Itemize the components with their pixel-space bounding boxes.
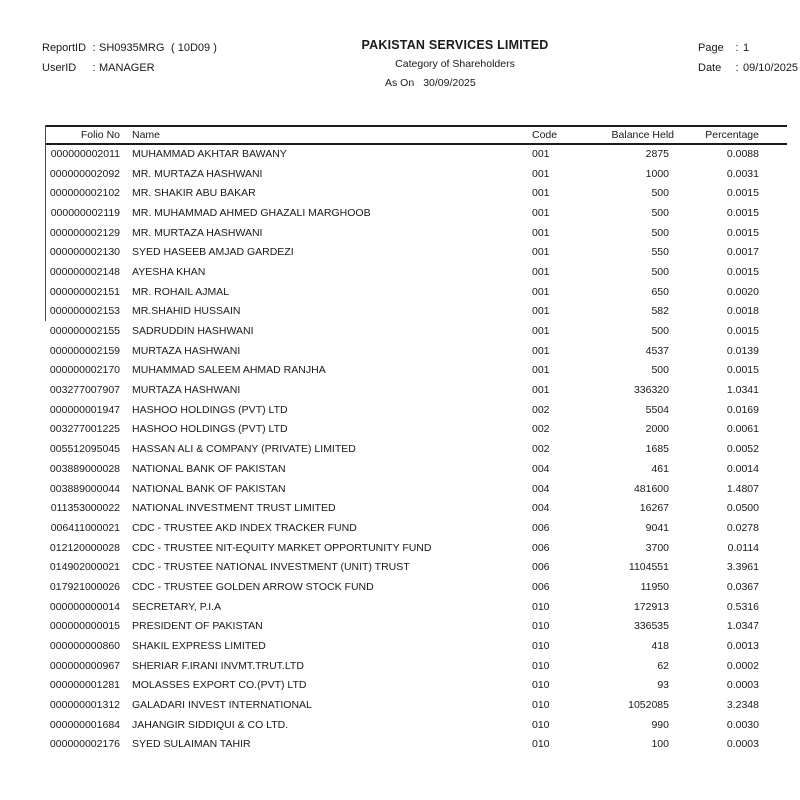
cell-balance-held: 93 xyxy=(657,679,669,692)
cell-name: MUHAMMAD AKHTAR BAWANY xyxy=(132,148,287,161)
date-label: Date xyxy=(698,62,722,74)
cell-balance-held: 16267 xyxy=(639,502,669,515)
cell-code: 006 xyxy=(532,580,550,593)
cell-code: 002 xyxy=(532,443,550,456)
cell-folio-no: 000000002155 xyxy=(49,325,120,338)
cell-code: 002 xyxy=(532,423,550,436)
cell-folio-no: 000000001312 xyxy=(49,699,120,712)
cell-folio-no: 000000001947 xyxy=(49,403,120,416)
cell-name: MR. ROHAIL AJMAL xyxy=(132,285,230,298)
cell-percentage: 1.4807 xyxy=(726,482,759,495)
table-row xyxy=(45,341,787,361)
page-colon: : xyxy=(735,42,739,54)
cell-balance-held: 5504 xyxy=(645,403,669,416)
cell-balance-held: 418 xyxy=(651,640,669,653)
date-value: 09/10/2025 xyxy=(743,62,799,74)
cell-name: SADRUDDIN HASHWANI xyxy=(132,325,254,338)
cell-percentage: 0.0030 xyxy=(726,718,759,731)
cell-balance-held: 11950 xyxy=(640,580,669,593)
cell-code: 004 xyxy=(532,502,550,515)
cell-folio-no: 000000002170 xyxy=(49,364,120,377)
cell-code: 010 xyxy=(532,659,550,672)
cell-percentage: 0.0367 xyxy=(726,580,759,593)
cell-percentage: 0.0014 xyxy=(726,462,759,475)
table-row xyxy=(45,577,787,597)
cell-name: MURTAZA HASHWANI xyxy=(132,384,241,397)
cell-name: NATIONAL BANK OF PAKISTAN xyxy=(132,482,286,495)
cell-name: PRESIDENT OF PAKISTAN xyxy=(132,620,263,633)
cell-name: NATIONAL BANK OF PAKISTAN xyxy=(132,462,286,475)
table-row xyxy=(45,518,787,538)
cell-code: 001 xyxy=(532,148,550,161)
cell-name: MR. MUHAMMAD AHMED GHAZALI MARGHOOB xyxy=(132,206,371,219)
shareholder-table xyxy=(45,125,787,754)
table-row xyxy=(45,735,787,755)
cell-code: 001 xyxy=(532,265,550,278)
cell-code: 006 xyxy=(532,541,550,554)
date-row xyxy=(698,58,798,78)
cell-balance-held: 172913 xyxy=(633,600,669,613)
cell-folio-no: 000000002011 xyxy=(50,148,120,161)
cell-name: JAHANGIR SIDDIQUI & CO LTD. xyxy=(132,718,289,731)
table-row xyxy=(45,380,787,400)
cell-percentage: 0.0013 xyxy=(726,640,759,653)
cell-code: 001 xyxy=(532,187,550,200)
cell-folio-no: 000000002159 xyxy=(49,344,120,357)
cell-percentage: 0.0002 xyxy=(726,659,759,672)
cell-code: 001 xyxy=(532,206,550,219)
cell-folio-no: 000000002129 xyxy=(49,226,120,239)
table-left-border xyxy=(45,125,46,321)
date-colon: : xyxy=(735,62,739,74)
cell-balance-held: 500 xyxy=(651,325,669,338)
cell-folio-no: 000000002151 xyxy=(49,285,120,298)
cell-folio-no: 000000002119 xyxy=(50,206,120,219)
cell-balance-held: 461 xyxy=(651,462,669,475)
cell-folio-no: 000000002130 xyxy=(49,246,120,259)
table-row xyxy=(45,144,787,164)
cell-name: SHAKIL EXPRESS LIMITED xyxy=(132,640,266,653)
cell-percentage: 1.0347 xyxy=(726,620,759,633)
table-row xyxy=(45,203,787,223)
table-row xyxy=(45,597,787,617)
cell-folio-no: 003277001225 xyxy=(49,423,120,436)
cell-folio-no: 000000002176 xyxy=(49,738,120,751)
cell-code: 001 xyxy=(532,246,550,259)
cell-name: SHERIAR F.IRANI INVMT.TRUT.LTD xyxy=(132,659,304,672)
cell-name: MUHAMMAD SALEEM AHMAD RANJHA xyxy=(132,364,326,377)
table-row xyxy=(45,715,787,735)
cell-percentage: 0.0020 xyxy=(726,285,759,298)
company-name: PAKISTAN SERVICES LIMITED xyxy=(361,38,549,52)
report-id-value: SH0935MRG xyxy=(99,42,165,54)
table-row xyxy=(45,479,787,499)
cell-folio-no: 000000000860 xyxy=(49,640,120,653)
cell-name: CDC - TRUSTEE NATIONAL INVESTMENT (UNIT) TRUST xyxy=(132,561,410,574)
user-id-label: UserID xyxy=(42,62,77,74)
cell-balance-held: 500 xyxy=(651,226,669,239)
col-header-code: Code xyxy=(532,129,558,141)
cell-folio-no: 003277007907 xyxy=(49,384,120,397)
table-row xyxy=(45,164,787,184)
cell-name: CDC - TRUSTEE GOLDEN ARROW STOCK FUND xyxy=(132,580,374,593)
cell-percentage: 0.0017 xyxy=(726,246,759,259)
cell-balance-held: 62 xyxy=(657,659,669,672)
cell-balance-held: 500 xyxy=(651,206,669,219)
cell-percentage: 0.0003 xyxy=(726,738,759,751)
cell-name: AYESHA KHAN xyxy=(132,265,206,278)
table-row xyxy=(45,282,787,302)
cell-folio-no: 000000002092 xyxy=(49,167,120,180)
cell-percentage: 0.0052 xyxy=(726,443,759,456)
cell-balance-held: 100 xyxy=(651,738,669,751)
table-row xyxy=(45,262,787,282)
cell-balance-held: 582 xyxy=(651,305,669,318)
cell-balance-held: 2000 xyxy=(645,423,669,436)
cell-balance-held: 1104551 xyxy=(628,561,669,574)
table-row xyxy=(45,321,787,341)
cell-percentage: 0.0278 xyxy=(726,521,759,534)
page-value: 1 xyxy=(743,42,750,54)
table-row xyxy=(45,400,787,420)
cell-balance-held: 1052085 xyxy=(628,699,669,712)
cell-percentage: 0.0139 xyxy=(726,344,759,357)
col-header-folio-no: Folio No xyxy=(80,129,120,141)
cell-folio-no: 000000000014 xyxy=(49,600,120,613)
table-row xyxy=(45,420,787,440)
cell-percentage: 0.0061 xyxy=(726,423,759,436)
cell-percentage: 0.0088 xyxy=(726,148,759,161)
cell-balance-held: 336535 xyxy=(633,620,669,633)
cell-percentage: 0.0015 xyxy=(726,206,759,219)
cell-code: 010 xyxy=(532,699,550,712)
cell-balance-held: 650 xyxy=(651,285,669,298)
report-id-note: ( 10D09 ) xyxy=(171,42,217,54)
cell-name: MR.SHAHID HUSSAIN xyxy=(132,305,241,318)
as-on-label: As On xyxy=(385,77,415,89)
table-row xyxy=(45,498,787,518)
cell-percentage: 0.0114 xyxy=(727,541,759,554)
cell-code: 001 xyxy=(532,384,550,397)
cell-name: HASSAN ALI & COMPANY (PRIVATE) LIMITED xyxy=(132,443,356,456)
report-id-colon: : xyxy=(92,42,96,54)
cell-balance-held: 550 xyxy=(651,246,669,259)
cell-name: HASHOO HOLDINGS (PVT) LTD xyxy=(132,403,288,416)
cell-balance-held: 500 xyxy=(651,187,669,200)
cell-name: MR. MURTAZA HASHWANI xyxy=(132,226,263,239)
cell-code: 010 xyxy=(532,718,550,731)
user-id-row xyxy=(42,58,217,78)
table-row xyxy=(45,656,787,676)
user-id-colon: : xyxy=(92,62,96,74)
cell-folio-no: 003889000028 xyxy=(49,462,120,475)
cell-folio-no: 000000001684 xyxy=(49,718,120,731)
cell-name: SECRETARY, P.I.A xyxy=(132,600,222,613)
cell-balance-held: 500 xyxy=(651,364,669,377)
cell-percentage: 0.0003 xyxy=(726,679,759,692)
cell-percentage: 3.2348 xyxy=(726,699,759,712)
cell-folio-no: 000000000015 xyxy=(49,620,120,633)
cell-code: 004 xyxy=(532,482,550,495)
cell-name: HASHOO HOLDINGS (PVT) LTD xyxy=(132,423,288,436)
cell-name: CDC - TRUSTEE NIT-EQUITY MARKET OPPORTUNITY FUND xyxy=(132,541,432,554)
cell-percentage: 3.3961 xyxy=(726,561,759,574)
as-on-date: 30/09/2025 xyxy=(423,77,476,89)
cell-code: 002 xyxy=(532,403,550,416)
cell-percentage: 0.0015 xyxy=(726,187,759,200)
report-meta-right xyxy=(698,38,798,78)
col-header-balance-held: Balance Held xyxy=(611,129,674,141)
cell-percentage: 0.0031 xyxy=(726,167,759,180)
cell-name: MR. SHAKIR ABU BAKAR xyxy=(132,187,256,200)
cell-folio-no: 000000000967 xyxy=(49,659,120,672)
cell-balance-held: 4537 xyxy=(645,344,669,357)
cell-balance-held: 336320 xyxy=(633,384,669,397)
table-row xyxy=(45,302,787,322)
cell-percentage: 0.0018 xyxy=(726,305,759,318)
table-row xyxy=(45,617,787,637)
cell-percentage: 0.0500 xyxy=(726,502,759,515)
cell-name: SYED HASEEB AMJAD GARDEZI xyxy=(132,246,294,259)
table-row xyxy=(45,538,787,558)
report-id-label: ReportID xyxy=(42,42,87,54)
cell-folio-no: 011353000022 xyxy=(50,502,120,515)
cell-code: 010 xyxy=(532,640,550,653)
page-row xyxy=(698,38,798,58)
col-header-name: Name xyxy=(132,129,161,141)
cell-code: 010 xyxy=(532,600,550,613)
cell-folio-no: 003889000044 xyxy=(49,482,120,495)
table-row xyxy=(45,361,787,381)
cell-percentage: 0.0015 xyxy=(726,226,759,239)
cell-folio-no: 006411000021 xyxy=(50,521,120,534)
cell-folio-no: 014902000021 xyxy=(49,561,120,574)
cell-code: 001 xyxy=(532,364,550,377)
cell-balance-held: 9041 xyxy=(645,521,669,534)
cell-balance-held: 3700 xyxy=(645,541,669,554)
as-on-line xyxy=(330,77,580,89)
cell-folio-no: 012120000028 xyxy=(49,541,120,554)
cell-name: CDC - TRUSTEE AKD INDEX TRACKER FUND xyxy=(132,521,357,534)
report-meta-left xyxy=(42,38,217,78)
cell-balance-held: 1000 xyxy=(645,167,669,180)
cell-code: 006 xyxy=(532,521,550,534)
table-row xyxy=(45,223,787,243)
table-row xyxy=(45,676,787,696)
cell-code: 001 xyxy=(532,167,550,180)
report-title-block xyxy=(330,38,580,89)
cell-name: NATIONAL INVESTMENT TRUST LIMITED xyxy=(132,502,336,515)
cell-folio-no: 000000002102 xyxy=(49,187,120,200)
cell-name: SYED SULAIMAN TAHIR xyxy=(132,738,251,751)
cell-code: 010 xyxy=(532,738,550,751)
cell-code: 010 xyxy=(532,620,550,633)
cell-folio-no: 000000002153 xyxy=(49,305,120,318)
cell-code: 001 xyxy=(532,344,550,357)
page-label: Page xyxy=(698,42,724,54)
cell-folio-no: 017921000026 xyxy=(49,580,120,593)
cell-balance-held: 1685 xyxy=(645,443,669,456)
cell-name: MR. MURTAZA HASHWANI xyxy=(132,167,263,180)
table-row xyxy=(45,636,787,656)
cell-code: 006 xyxy=(532,561,550,574)
cell-balance-held: 500 xyxy=(651,265,669,278)
cell-percentage: 0.0169 xyxy=(726,403,759,416)
cell-percentage: 0.5316 xyxy=(726,600,759,613)
cell-code: 010 xyxy=(532,679,550,692)
cell-percentage: 0.0015 xyxy=(726,364,759,377)
cell-code: 001 xyxy=(532,285,550,298)
cell-folio-no: 005512095045 xyxy=(49,443,120,456)
cell-folio-no: 000000001281 xyxy=(49,679,120,692)
cell-percentage: 1.0341 xyxy=(726,384,759,397)
cell-name: GALADARI INVEST INTERNATIONAL xyxy=(132,699,312,712)
user-id-value: MANAGER xyxy=(99,62,155,74)
cell-balance-held: 2875 xyxy=(645,148,669,161)
cell-name: MURTAZA HASHWANI xyxy=(132,344,241,357)
cell-balance-held: 481600 xyxy=(633,482,669,495)
cell-name: MOLASSES EXPORT CO.(PVT) LTD xyxy=(132,679,307,692)
report-subtitle: Category of Shareholders xyxy=(395,58,515,70)
table-row xyxy=(45,242,787,262)
cell-folio-no: 000000002148 xyxy=(49,265,120,278)
cell-code: 001 xyxy=(532,226,550,239)
table-row xyxy=(45,557,787,577)
table-header-row xyxy=(45,126,787,144)
table-row xyxy=(45,459,787,479)
col-header-percentage: Percentage xyxy=(705,129,759,141)
cell-percentage: 0.0015 xyxy=(726,325,759,338)
cell-percentage: 0.0015 xyxy=(726,265,759,278)
cell-code: 004 xyxy=(532,462,550,475)
table-row xyxy=(45,183,787,203)
table-row xyxy=(45,695,787,715)
cell-code: 001 xyxy=(532,305,550,318)
table-row xyxy=(45,439,787,459)
cell-code: 001 xyxy=(532,325,550,338)
cell-balance-held: 990 xyxy=(651,718,669,731)
shareholder-table-body xyxy=(45,144,787,754)
report-id-row xyxy=(42,38,217,58)
